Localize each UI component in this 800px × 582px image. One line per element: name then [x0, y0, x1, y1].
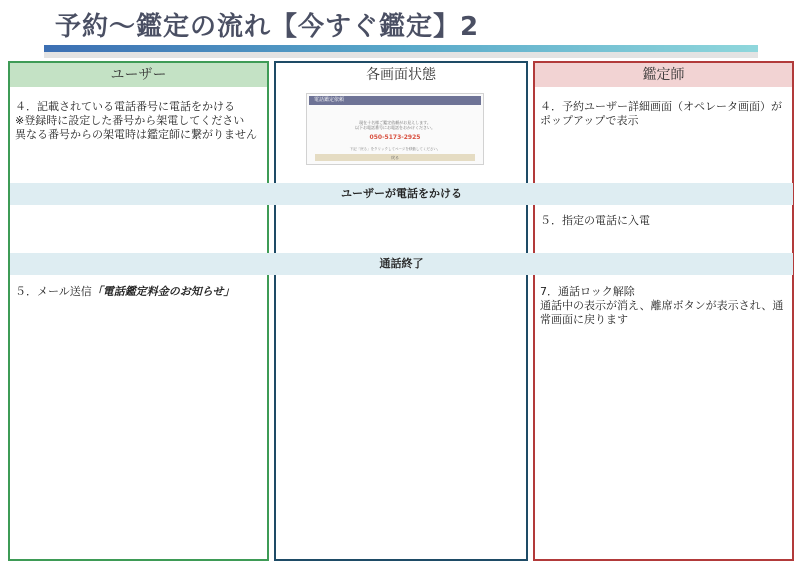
title-underline — [44, 45, 758, 52]
band-user-calls: ユーザーが電話をかける — [10, 183, 793, 205]
user-step4-line1: ４．記載されている電話番号に電話をかける — [15, 100, 235, 113]
user-step4-line2: ※登録時に設定した番号から架電してください — [15, 114, 245, 127]
user-step5-prefix: ５．メール送信 — [15, 285, 92, 298]
teller-step5: ５．指定の電話に入電 — [540, 214, 650, 227]
user-step4 — [15, 100, 267, 142]
mini-screen-back-button: 戻る — [315, 154, 475, 161]
mini-screen-line1: 現在十名様ご鑑定依頼がお見えします。 — [359, 120, 431, 125]
teller-step7 — [540, 285, 792, 327]
mini-screen-header: 電話鑑定依頼 — [309, 96, 481, 105]
title-underline-shadow — [44, 52, 758, 58]
user-step5-mail-name: 「電話鑑定料金のお知らせ」 — [91, 285, 235, 298]
mini-screen-note: 下記「戻る」をクリックしてページを移動してください。 — [349, 147, 441, 151]
user-step4-line3: 異なる番号からの架電時は鑑定師に繋がりません — [15, 128, 257, 141]
teller-step7-line2: 通話中の表示が消え、離席ボタンが表示され、通 — [540, 299, 784, 312]
screen-column-header: 各画面状態 — [366, 67, 436, 83]
mini-screen-phone: 050-5173-2925 — [369, 134, 421, 141]
call-request-screen-thumbnail — [306, 93, 484, 165]
teller-step7-line3: 常画面に戻ります — [540, 313, 628, 326]
teller-step4 — [540, 100, 792, 128]
user-column-header: ユーザー — [10, 63, 267, 87]
mini-screen-line2: 以下お電話番号にお電話をおかけください。 — [355, 125, 435, 130]
page-title: 予約～鑑定の流れ【今すぐ鑑定】2 — [55, 12, 480, 42]
teller-column-header: 鑑定師 — [535, 63, 792, 87]
teller-step4-line2: ポップアップで表示 — [540, 114, 639, 127]
teller-step7-line1: 7．通話ロック解除 — [540, 285, 635, 298]
teller-step4-line1: ４．予約ユーザー詳細画面（オペレータ画面）が — [540, 100, 782, 113]
user-step5 — [15, 285, 267, 299]
band-call-ended: 通話終了 — [10, 253, 793, 275]
